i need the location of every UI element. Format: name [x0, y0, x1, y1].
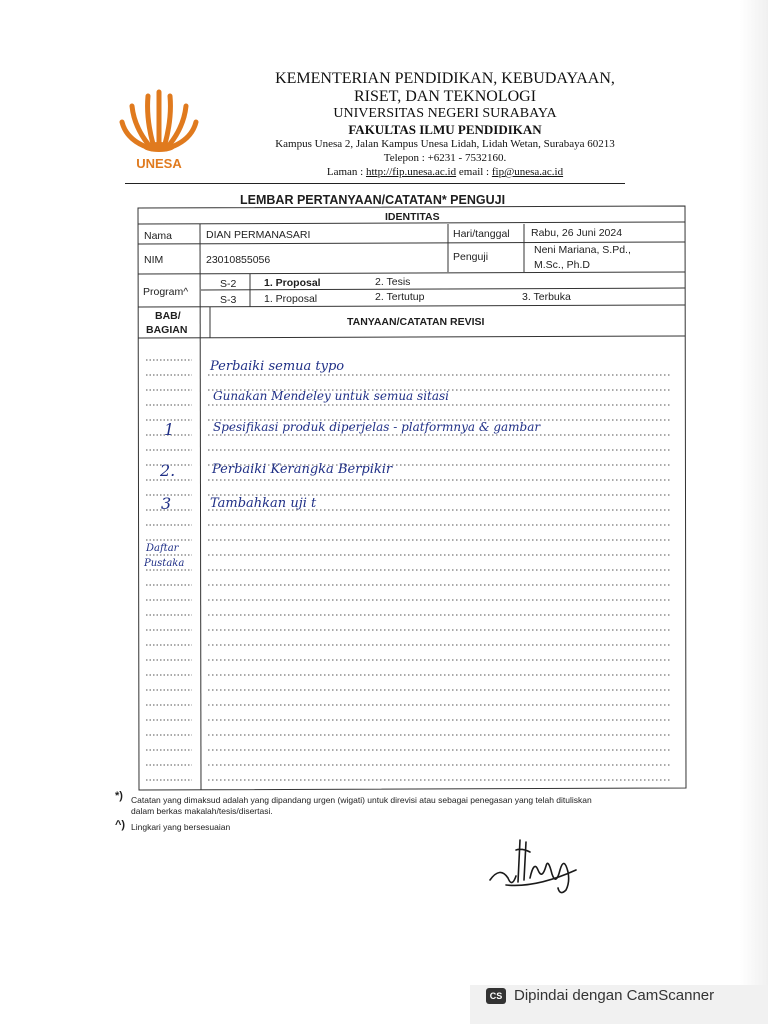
- nama-label: Nama: [144, 230, 173, 242]
- note-typo: Perbaiki semua typo: [210, 359, 345, 374]
- penguji-label: Penguji: [453, 251, 489, 263]
- form-title: LEMBAR PERTANYAAN/CATATAN* PENGUJI: [240, 193, 506, 207]
- bab-3: 3: [161, 494, 172, 513]
- revisi-header: TANYAAN/CATATAN REVISI: [347, 316, 485, 328]
- website-link[interactable]: http://fip.unesa.ac.id: [366, 166, 457, 178]
- bab-1: 1: [164, 420, 175, 439]
- examiner-signature: [486, 830, 586, 900]
- s3-option-proposal: 1. Proposal: [264, 293, 318, 305]
- s2-label: S-2: [220, 278, 237, 290]
- ministry-line-1: KEMENTERIAN PENDIDIKAN, KEBUDAYAAN,: [275, 70, 615, 87]
- bab-daftar: Daftar: [146, 543, 179, 554]
- s2-option-tesis: 2. Tesis: [375, 276, 411, 288]
- footnote-star-line1: Catatan yang dimaksud adalah yang dipandang urgen (wigati) untuk direvisi atau sebagai penegasan yang telah dituliskan: [131, 795, 592, 805]
- bab-header-line1: BAB/: [155, 310, 181, 322]
- footnote-star-line2: dalam berkas makalah/tesis/disertasi.: [131, 806, 273, 816]
- identitas-header: IDENTITAS: [385, 211, 440, 223]
- ministry-line-2: RISET, DAN TEKNOLOGI: [353, 88, 537, 105]
- nim-label: NIM: [144, 254, 164, 266]
- program-label: Program^: [143, 286, 189, 298]
- hari-value: Rabu, 26 Juni 2024: [531, 227, 623, 239]
- footnote-star-mark: *): [115, 790, 123, 802]
- nama-value: DIAN PERMANASARI: [206, 229, 311, 241]
- address: Kampus Unesa 2, Jalan Kampus Unesa Lidah, Lidah Wetan, Surabaya 60213: [275, 138, 615, 150]
- s3-label: S-3: [220, 294, 237, 306]
- note-mendeley: Gunakan Mendeley untuk semua sitasi: [213, 389, 449, 403]
- phone: Telepon : +6231 - 7532160.: [383, 152, 507, 164]
- s3-option-tertutup: 2. Tertutup: [375, 291, 425, 303]
- note-spesifikasi: Spesifikasi produk diperjelas - platformnya & gambar: [213, 420, 541, 434]
- hari-label: Hari/tanggal: [453, 228, 510, 240]
- camscanner-icon: CS: [486, 988, 506, 1004]
- email-label: email :: [456, 166, 492, 178]
- footnote-caret-text: Lingkari yang bersesuaian: [131, 822, 231, 832]
- camscanner-text: Dipindai dengan CamScanner: [514, 987, 715, 1004]
- footnote-caret-mark: ^): [115, 819, 126, 831]
- s2-option-proposal: 1. Proposal: [264, 277, 321, 289]
- s3-option-terbuka: 3. Terbuka: [522, 291, 571, 303]
- nim-value: 23010855056: [206, 254, 271, 266]
- faculty-name: FAKULTAS ILMU PENDIDIKAN: [348, 122, 542, 137]
- note-uji-t: Tambahkan uji t: [210, 496, 317, 511]
- university-name: UNIVERSITAS NEGERI SURABAYA: [333, 106, 557, 121]
- note-kerangka: Perbaiki Kerangka Berpikir: [212, 462, 393, 477]
- bab-2: 2.: [160, 461, 176, 480]
- email-link[interactable]: fip@unesa.ac.id: [491, 166, 564, 178]
- logo-text: UNESA: [136, 156, 182, 171]
- bab-pustaka: Pustaka: [144, 558, 185, 569]
- bab-header-line2: BAGIAN: [146, 324, 188, 336]
- penguji-value-line1: Neni Mariana, S.Pd.,: [534, 244, 631, 256]
- laman-label: Laman :: [326, 166, 366, 178]
- penguji-value-line2: M.Sc., Ph.D: [534, 259, 591, 271]
